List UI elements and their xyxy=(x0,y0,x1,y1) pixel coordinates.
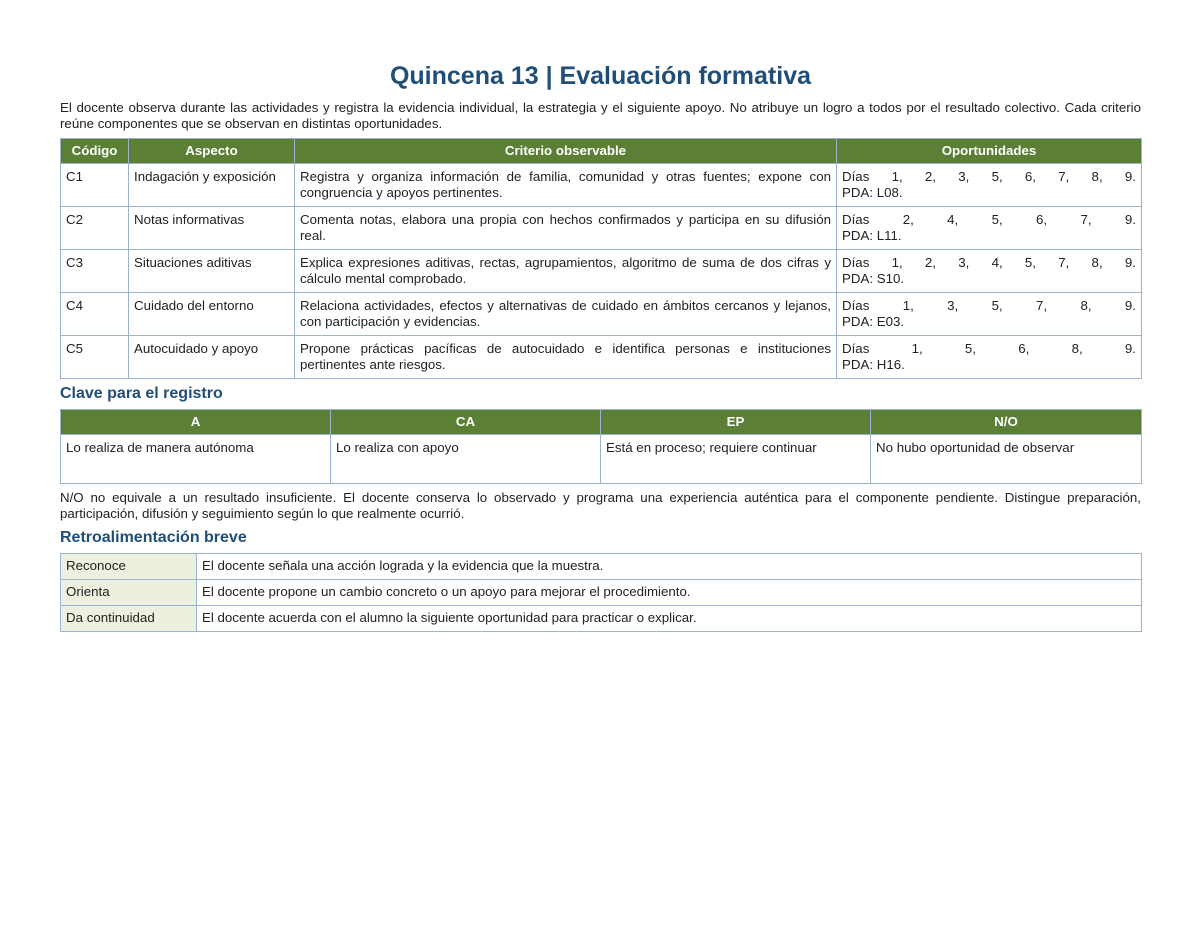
opportunity-day: 1, xyxy=(891,255,903,270)
feedback-row xyxy=(61,580,1142,606)
criteria-opportunities xyxy=(837,164,1142,207)
criteria-aspect: Cuidado del entorno xyxy=(129,293,295,336)
criteria-row xyxy=(61,293,1142,336)
opportunity-day: 1, xyxy=(911,341,923,356)
key-table xyxy=(60,409,1142,484)
criteria-row xyxy=(61,164,1142,207)
key-value-ca: Lo realiza con apoyo xyxy=(331,435,601,484)
criteria-aspect: Autocuidado y apoyo xyxy=(129,336,295,379)
opportunity-day: 9. xyxy=(1124,212,1136,227)
criteria-table xyxy=(60,138,1142,379)
criteria-aspect: Notas informativas xyxy=(129,207,295,250)
criteria-aspect: Situaciones aditivas xyxy=(129,250,295,293)
opportunity-day: 6, xyxy=(1018,341,1030,356)
criteria-code: C5 xyxy=(61,336,129,379)
criteria-code: C3 xyxy=(61,250,129,293)
criteria-opportunities xyxy=(837,250,1142,293)
opportunity-day: 5, xyxy=(991,169,1003,184)
criteria-opportunities xyxy=(837,207,1142,250)
header-criterio: Criterio observable xyxy=(295,139,837,164)
criteria-row xyxy=(61,336,1142,379)
opportunity-day: 8, xyxy=(1071,341,1083,356)
header-codigo: Código xyxy=(61,139,129,164)
opportunity-day: 8, xyxy=(1091,255,1103,270)
document-page xyxy=(60,56,1141,632)
opportunity-day: 7, xyxy=(1058,169,1070,184)
header-aspecto: Aspecto xyxy=(129,139,295,164)
opportunity-day: 7, xyxy=(1080,212,1092,227)
key-header-row xyxy=(61,410,1142,435)
key-value-no: No hubo oportunidad de observar xyxy=(871,435,1142,484)
criteria-text: Comenta notas, elabora una propia con hechos confirmados y participa en su difusión real. xyxy=(295,207,837,250)
header-oportunidades: Oportunidades xyxy=(837,139,1142,164)
page-title: Quincena 13 | Evaluación formativa xyxy=(389,62,812,90)
criteria-code: C2 xyxy=(61,207,129,250)
opportunity-day: 9. xyxy=(1124,298,1136,313)
key-header-ep: EP xyxy=(601,410,871,435)
opportunity-days xyxy=(842,255,1136,271)
criteria-row xyxy=(61,250,1142,293)
pda-code: PDA: L08. xyxy=(842,185,903,200)
opportunity-day: 4, xyxy=(991,255,1003,270)
criteria-text: Registra y organiza información de familia, comunidad y otras fuentes; expone con congruencia y apoyos pertinentes. xyxy=(295,164,837,207)
key-value-row xyxy=(61,435,1142,484)
opportunity-day: 2, xyxy=(924,169,936,184)
criteria-text: Explica expresiones aditivas, rectas, agrupamientos, algoritmo de suma de dos cifras y cálculo mental comprobado. xyxy=(295,250,837,293)
opportunity-days xyxy=(842,169,1136,185)
criteria-header-row xyxy=(61,139,1142,164)
opportunity-day: Días xyxy=(842,169,870,184)
opportunity-day: 1, xyxy=(891,169,903,184)
opportunity-day: 6, xyxy=(1036,212,1048,227)
feedback-text: El docente señala una acción lograda y la evidencia que la muestra. xyxy=(197,554,1142,580)
criteria-opportunities xyxy=(837,336,1142,379)
opportunity-day: Días xyxy=(842,255,870,270)
feedback-text: El docente propone un cambio concreto o un apoyo para mejorar el procedimiento. xyxy=(197,580,1142,606)
opportunity-day: 5, xyxy=(991,212,1003,227)
criteria-code: C1 xyxy=(61,164,129,207)
pda-code: PDA: S10. xyxy=(842,271,905,286)
key-header-a: A xyxy=(61,410,331,435)
opportunity-day: 9. xyxy=(1124,169,1136,184)
key-heading: Clave para el registro xyxy=(60,385,223,402)
opportunity-day: Días xyxy=(842,212,870,227)
key-value-a: Lo realiza de manera autónoma xyxy=(61,435,331,484)
opportunity-day: 8, xyxy=(1080,298,1092,313)
opportunity-days xyxy=(842,212,1136,228)
opportunity-day: 8, xyxy=(1091,169,1103,184)
key-value-ep: Está en proceso; requiere continuar xyxy=(601,435,871,484)
feedback-heading: Retroalimentación breve xyxy=(60,529,247,546)
opportunity-days xyxy=(842,341,1136,357)
feedback-row xyxy=(61,554,1142,580)
opportunity-day: 5, xyxy=(964,341,976,356)
pda-code: PDA: H16. xyxy=(842,357,905,372)
criteria-text: Propone prácticas pacíficas de autocuidado e identifica personas e instituciones pertinentes ante riesgos. xyxy=(295,336,837,379)
key-header-no: N/O xyxy=(871,410,1142,435)
opportunity-day: 3, xyxy=(947,298,959,313)
opportunity-day: Días xyxy=(842,298,870,313)
opportunity-day: 9. xyxy=(1124,255,1136,270)
opportunity-day: 3, xyxy=(958,169,970,184)
criteria-aspect: Indagación y exposición xyxy=(129,164,295,207)
feedback-label: Da continuidad xyxy=(61,606,197,632)
opportunity-days xyxy=(842,298,1136,314)
feedback-table xyxy=(60,553,1142,632)
opportunity-day: 6, xyxy=(1024,169,1036,184)
opportunity-day: 2, xyxy=(924,255,936,270)
feedback-label: Orienta xyxy=(61,580,197,606)
feedback-label: Reconoce xyxy=(61,554,197,580)
intro-paragraph: El docente observa durante las actividades y registra la evidencia individual, la estrategia y el siguiente apoyo. No atribuye un logro a todos por el resultado colectivo. Cada criterio reúne componentes que se observan en distintas oportunidades. xyxy=(60,100,1141,131)
opportunity-day: 7, xyxy=(1036,298,1048,313)
opportunity-day: 5, xyxy=(991,298,1003,313)
feedback-text: El docente acuerda con el alumno la siguiente oportunidad para practicar o explicar. xyxy=(197,606,1142,632)
opportunity-day: 1, xyxy=(902,298,914,313)
pda-code: PDA: L11. xyxy=(842,228,902,243)
opportunity-day: 7, xyxy=(1058,255,1070,270)
opportunity-day: 3, xyxy=(958,255,970,270)
feedback-row xyxy=(61,606,1142,632)
opportunity-day: 4, xyxy=(947,212,959,227)
criteria-row xyxy=(61,207,1142,250)
opportunity-day: 5, xyxy=(1024,255,1036,270)
key-note: N/O no equivale a un resultado insuficiente. El docente conserva lo observado y programa una experiencia auténtica para el componente pendiente. Distingue preparación, participación, difusión y seguimiento según lo que realmente ocurrió. xyxy=(60,490,1141,521)
criteria-code: C4 xyxy=(61,293,129,336)
criteria-opportunities xyxy=(837,293,1142,336)
pda-code: PDA: E03. xyxy=(842,314,905,329)
opportunity-day: 9. xyxy=(1124,341,1136,356)
opportunity-day: Días xyxy=(842,341,870,356)
opportunity-day: 2, xyxy=(902,212,914,227)
criteria-text: Relaciona actividades, efectos y alternativas de cuidado en ámbitos cercanos y lejanos, con participación y evidencias. xyxy=(295,293,837,336)
key-header-ca: CA xyxy=(331,410,601,435)
